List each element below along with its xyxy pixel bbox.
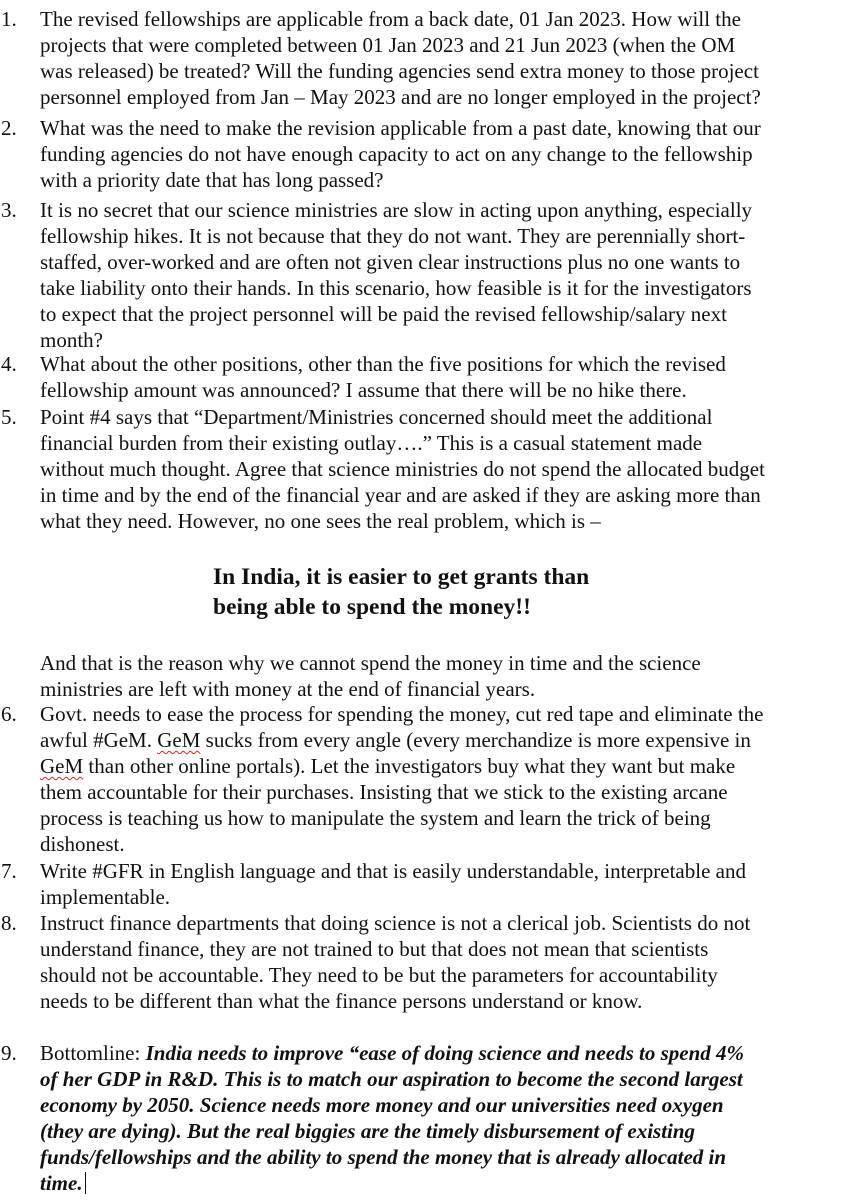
continuation-line: ministries are left with money at the end of financial years. [40,677,536,701]
text-cursor [85,1172,86,1194]
item-text-line: economy by 2050. Science needs more money and our universities need oxygen [40,1093,724,1117]
callout-line: In India, it is easier to get grants than [213,564,590,590]
item-number: 6. [1,702,17,726]
item-text-line: needs to be different than what the finance persons understand or know. [40,989,643,1013]
item-text-line: financial burden from their existing outlay….” This is a casual statement made [40,431,703,455]
spellcheck-word[interactable]: GeM [40,754,84,778]
item-text-line: should not be accountable. They need to be but the parameters for accountability [40,963,718,987]
item-number: 7. [1,859,17,883]
item-text-line: The revised fellowships are applicable from a back date, 01 Jan 2023. How will the [40,7,741,31]
item-number: 3. [1,198,17,222]
item-text-line: understand finance, they are not trained to but that does not mean that scientists [40,937,709,961]
item-number: 1. [1,7,17,31]
item-text-line: with a priority date that has long passed? [40,168,384,192]
item-text-line: what they need. However, no one sees the real problem, which is – [40,509,601,533]
callout-line: being able to spend the money!! [213,594,531,620]
item-text-line: It is no secret that our science ministries are slow in acting upon anything, especially [40,198,753,222]
item-text-line: implementable. [40,885,171,909]
item-text-line: staffed, over-worked and are often not given clear instructions plus no one wants to [40,250,741,274]
item-number: 9. [1,1041,17,1065]
item-text-line: in time and by the end of the financial year and are asked if they are asking more than [40,483,761,507]
item-number: 2. [1,116,17,140]
item-text-line: What was the need to make the revision applicable from a past date, knowing that our [40,116,761,140]
item-text-line: GeM than other online portals). Let the investigators buy what they want but make [40,754,736,778]
item-text-line: What about the other positions, other than the five positions for which the revised [40,352,726,376]
spellcheck-word[interactable]: GeM [157,728,201,752]
emphasis-text: India needs to improve “ease of doing science and needs to spend 4% [145,1041,745,1065]
item-text-line: time. [40,1170,86,1196]
item-number: 4. [1,352,17,376]
item-text-line: (they are dying). But the real biggies are the timely disbursement of existing [40,1119,696,1143]
continuation-line: And that is the reason why we cannot spend the money in time and the science [40,651,701,675]
item-number: 5. [1,405,17,429]
item-text-line: personnel employed from Jan – May 2023 and are no longer employed in the project? [40,85,761,109]
item-text-line: was released) be treated? Will the funding agencies send extra money to those project [40,59,759,83]
item-text-line: funding agencies do not have enough capacity to act on any change to the fellowship [40,142,753,166]
item-text-line: fellowship amount was announced? I assume that there will be no hike there. [40,378,687,402]
item-text-line: them accountable for their purchases. Insisting that we stick to the existing arcane [40,780,728,804]
item-text-line: funds/fellowships and the ability to spend the money that is already allocated in [40,1145,727,1169]
item-text-line: month? [40,328,103,352]
item-text-line: without much thought. Agree that science ministries do not spend the allocated budget [40,457,765,481]
item-text-line: awful #GeM. GeM sucks from every angle (every merchandize is more expensive in [40,728,751,752]
item-text-line: fellowship hikes. It is not because that they do not want. They are perennially short- [40,224,746,248]
item-text-line: process is teaching us how to manipulate the system and learn the trick of being [40,806,711,830]
item-text-line: take liability onto their hands. In this scenario, how feasible is it for the investigators [40,276,752,300]
item-text-line: of her GDP in R&D. This is to match our aspiration to become the second largest [40,1067,743,1091]
item-number: 8. [1,911,17,935]
item-text-line: Instruct finance departments that doing science is not a clerical job. Scientists do not [40,911,751,935]
item-text-line [40,1040,744,1066]
item-text-line: Govt. needs to ease the process for spending the money, cut red tape and eliminate the [40,702,764,726]
item-text-line: Write #GFR in English language and that is easily understandable, interpretable and [40,859,746,883]
bottomline-label: Bottomline: [40,1041,146,1065]
item-text-line: projects that were completed between 01 Jan 2023 and 21 Jun 2023 (when the OM [40,33,736,57]
item-text-line: to expect that the project personnel will be paid the revised fellowship/salary next [40,302,727,326]
item-text-line: Point #4 says that “Department/Ministries concerned should meet the additional [40,405,713,429]
item-text-line: dishonest. [40,832,125,856]
